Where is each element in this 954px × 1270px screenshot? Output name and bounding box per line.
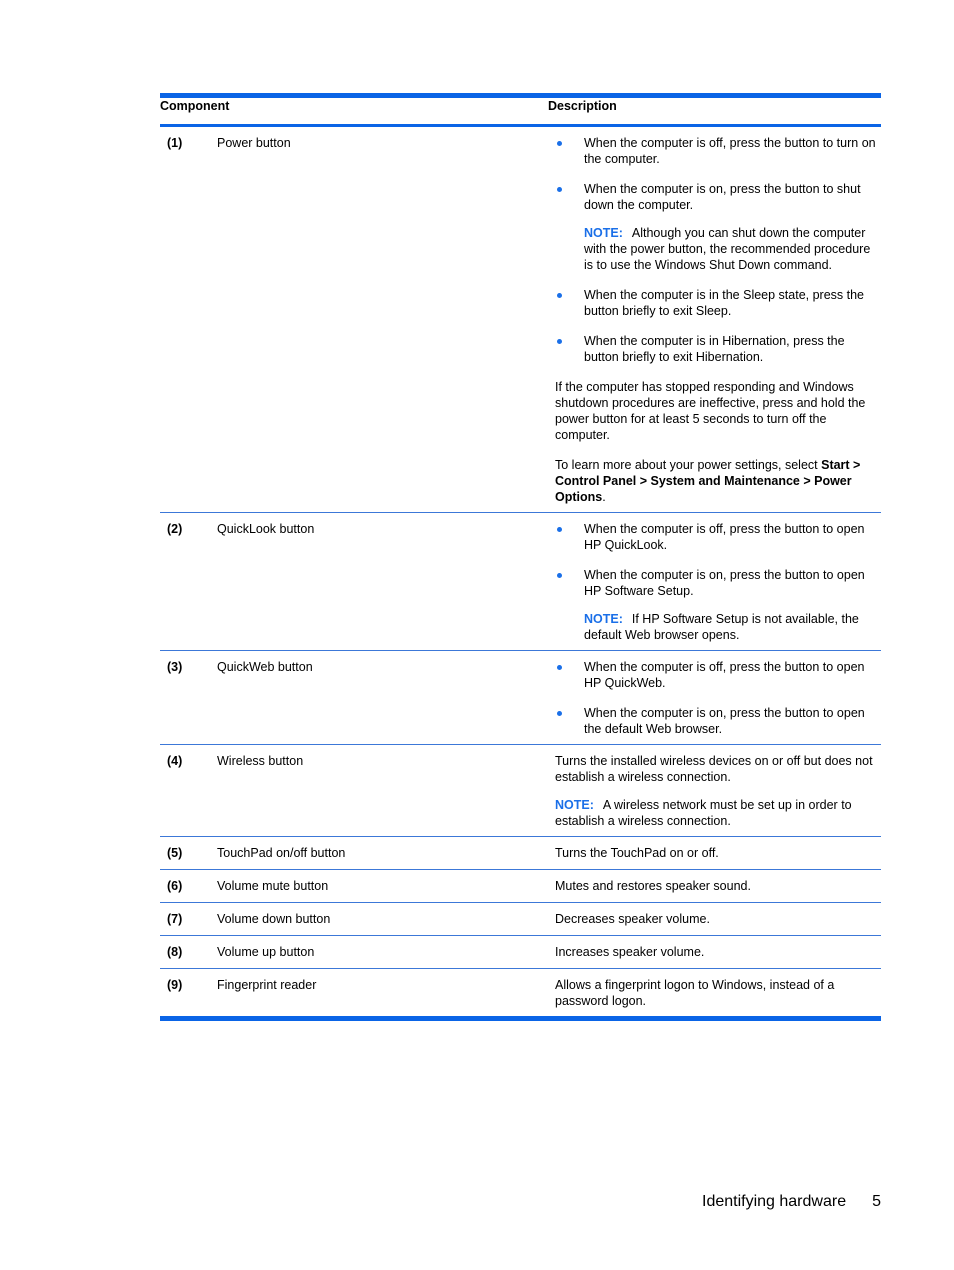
component-description [548,651,881,745]
component-name: Wireless button [210,745,548,837]
component-name: Power button [210,126,548,513]
note [584,225,876,273]
row-number: (3) [160,651,210,745]
component-description: Turns the TouchPad on or off. [548,837,881,870]
note-text: If HP Software Setup is not available, the default Web browser opens. [584,612,859,642]
list-item: When the computer is off, press the button to turn on the computer. [555,135,876,167]
note-label: NOTE: [555,798,594,812]
component-description [548,745,881,837]
table-row [160,870,881,903]
page-footer [702,1192,881,1212]
footer-section-title: Identifying hardware [702,1193,847,1210]
table-row [160,969,881,1019]
note [584,611,876,643]
note-label: NOTE: [584,226,623,240]
row-number: (6) [160,870,210,903]
component-description: Increases speaker volume. [548,936,881,969]
table-row [160,513,881,651]
row-number: (4) [160,745,210,837]
component-name: Volume mute button [210,870,548,903]
list-item: When the computer is on, press the button to shut down the computer. [555,181,876,213]
row-number: (1) [160,126,210,513]
row-number: (2) [160,513,210,651]
table-header-row [160,96,881,126]
row-number: (8) [160,936,210,969]
table-row [160,837,881,870]
component-description: Mutes and restores speaker sound. [548,870,881,903]
component-name: TouchPad on/off button [210,837,548,870]
bullet-icon [557,339,562,344]
component-description [548,513,881,651]
note [555,797,876,829]
component-description: Allows a fingerprint logon to Windows, instead of a password logon. [548,969,881,1019]
paragraph: Turns the installed wireless devices on or off but does not establish a wireless connection. [555,754,873,784]
table-row [160,903,881,936]
bullet-icon [557,293,562,298]
header-component: Component [160,96,548,126]
bullet-icon [557,665,562,670]
paragraph: If the computer has stopped responding and Windows shutdown procedures are ineffective, press and hold the power button for at least 5 seconds to turn off the computer. [555,380,866,442]
row-number: (9) [160,969,210,1019]
row-number: (5) [160,837,210,870]
list-item: When the computer is on, press the button to open HP Software Setup. [555,567,876,599]
component-name: QuickWeb button [210,651,548,745]
row-number: (7) [160,903,210,936]
list-item: When the computer is off, press the button to open HP QuickLook. [555,521,876,553]
component-name: Volume up button [210,936,548,969]
bullet-icon [557,711,562,716]
list-item: When the computer is in the Sleep state, press the button briefly to exit Sleep. [555,287,876,319]
component-name: QuickLook button [210,513,548,651]
bullet-icon [557,141,562,146]
component-description [548,126,881,513]
bullet-icon [557,573,562,578]
table-row [160,126,881,513]
list-item: When the computer is in Hibernation, press the button briefly to exit Hibernation. [555,333,876,365]
note-text: A wireless network must be set up in order to establish a wireless connection. [555,798,852,828]
list-item: When the computer is off, press the button to open HP QuickWeb. [555,659,876,691]
paragraph: To learn more about your power settings, select Start > Control Panel > System and Maintenance > Power Options. [555,458,861,504]
component-table [160,93,881,1021]
component-name: Volume down button [210,903,548,936]
table-row [160,936,881,969]
table-row [160,745,881,837]
table-row [160,651,881,745]
note-text: Although you can shut down the computer with the power button, the recommended procedure is to use the Windows Shut Down command. [584,226,871,272]
component-description: Decreases speaker volume. [548,903,881,936]
header-description: Description [548,96,881,126]
list-item: When the computer is on, press the button to open the default Web browser. [555,705,876,737]
bullet-icon [557,527,562,532]
page-number: 5 [872,1193,881,1210]
note-label: NOTE: [584,612,623,626]
bullet-icon [557,187,562,192]
component-name: Fingerprint reader [210,969,548,1019]
